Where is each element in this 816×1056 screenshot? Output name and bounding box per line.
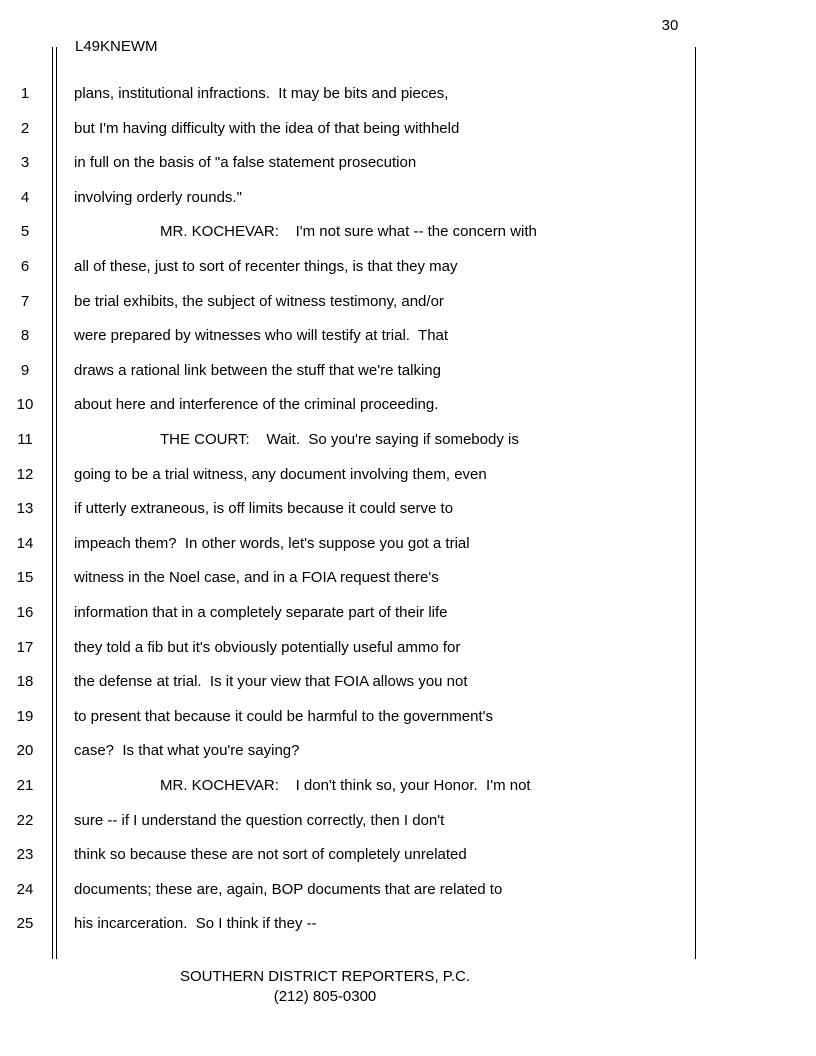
transcript-line: to present that because it could be harmful to the government's — [74, 708, 493, 725]
transcript-line: THE COURT: Wait. So you're saying if somebody is — [160, 431, 519, 448]
line-number: 25 — [16, 915, 34, 932]
line-number: 5 — [20, 223, 30, 240]
line-number: 13 — [16, 500, 34, 517]
line-number: 20 — [16, 742, 34, 759]
transcript-line: draws a rational link between the stuff that we're talking — [74, 362, 441, 379]
header-code: L49KNEWM — [75, 38, 158, 55]
line-number: 17 — [16, 639, 34, 656]
line-number: 2 — [20, 120, 30, 137]
line-number: 7 — [20, 293, 30, 310]
transcript-line: plans, institutional infractions. It may be bits and pieces, — [74, 85, 449, 102]
transcript-line: information that in a completely separate part of their life — [74, 604, 448, 621]
transcript-line: in full on the basis of "a false statement prosecution — [74, 154, 417, 171]
line-number: 6 — [20, 258, 30, 275]
transcript-line: all of these, just to sort of recenter things, is that they may — [74, 258, 458, 275]
left-margin-rule-inner — [56, 47, 57, 959]
line-number: 21 — [16, 777, 34, 794]
transcript-line: documents; these are, again, BOP documents that are related to — [74, 881, 503, 898]
footer-reporter-name: SOUTHERN DISTRICT REPORTERS, P.C. — [179, 968, 471, 985]
footer-phone: (212) 805-0300 — [273, 988, 377, 1005]
line-number: 4 — [20, 189, 30, 206]
line-number: 8 — [20, 327, 30, 344]
page-number: 30 — [661, 17, 679, 34]
transcript-line: impeach them? In other words, let's suppose you got a trial — [74, 535, 470, 552]
transcript-line: involving orderly rounds." — [74, 189, 242, 206]
line-number: 11 — [17, 431, 33, 448]
transcript-line: be trial exhibits, the subject of witness testimony, and/or — [74, 293, 444, 310]
line-number: 12 — [16, 466, 34, 483]
transcript-line: were prepared by witnesses who will testify at trial. That — [74, 327, 449, 344]
transcript-line: about here and interference of the criminal proceeding. — [74, 396, 439, 413]
line-number: 23 — [16, 846, 34, 863]
transcript-line: going to be a trial witness, any document involving them, even — [74, 466, 487, 483]
transcript-line: sure -- if I understand the question correctly, then I don't — [74, 812, 445, 829]
line-number: 22 — [16, 812, 34, 829]
line-number: 18 — [16, 673, 34, 690]
transcript-line: if utterly extraneous, is off limits because it could serve to — [74, 500, 454, 517]
left-margin-rule-outer — [52, 47, 53, 959]
line-number: 9 — [20, 362, 30, 379]
line-number: 10 — [16, 396, 34, 413]
line-number: 24 — [16, 881, 34, 898]
transcript-line: think so because these are not sort of completely unrelated — [74, 846, 467, 863]
line-number: 19 — [16, 708, 34, 725]
line-number: 14 — [16, 535, 34, 552]
line-number: 16 — [16, 604, 34, 621]
transcript-line: MR. KOCHEVAR: I don't think so, your Honor. I'm not — [160, 777, 531, 794]
transcript-line: the defense at trial. Is it your view that FOIA allows you not — [74, 673, 468, 690]
transcript-line: they told a fib but it's obviously potentially useful ammo for — [74, 639, 461, 656]
transcript-line: MR. KOCHEVAR: I'm not sure what -- the concern with — [160, 223, 537, 240]
right-margin-rule — [695, 47, 696, 959]
transcript-line: witness in the Noel case, and in a FOIA request there's — [74, 569, 439, 586]
transcript-line: but I'm having difficulty with the idea of that being withheld — [74, 120, 460, 137]
transcript-line: his incarceration. So I think if they -- — [74, 915, 317, 932]
line-number: 3 — [20, 154, 30, 171]
transcript-line: case? Is that what you're saying? — [74, 742, 300, 759]
line-number: 15 — [16, 569, 34, 586]
line-number: 1 — [20, 85, 30, 102]
